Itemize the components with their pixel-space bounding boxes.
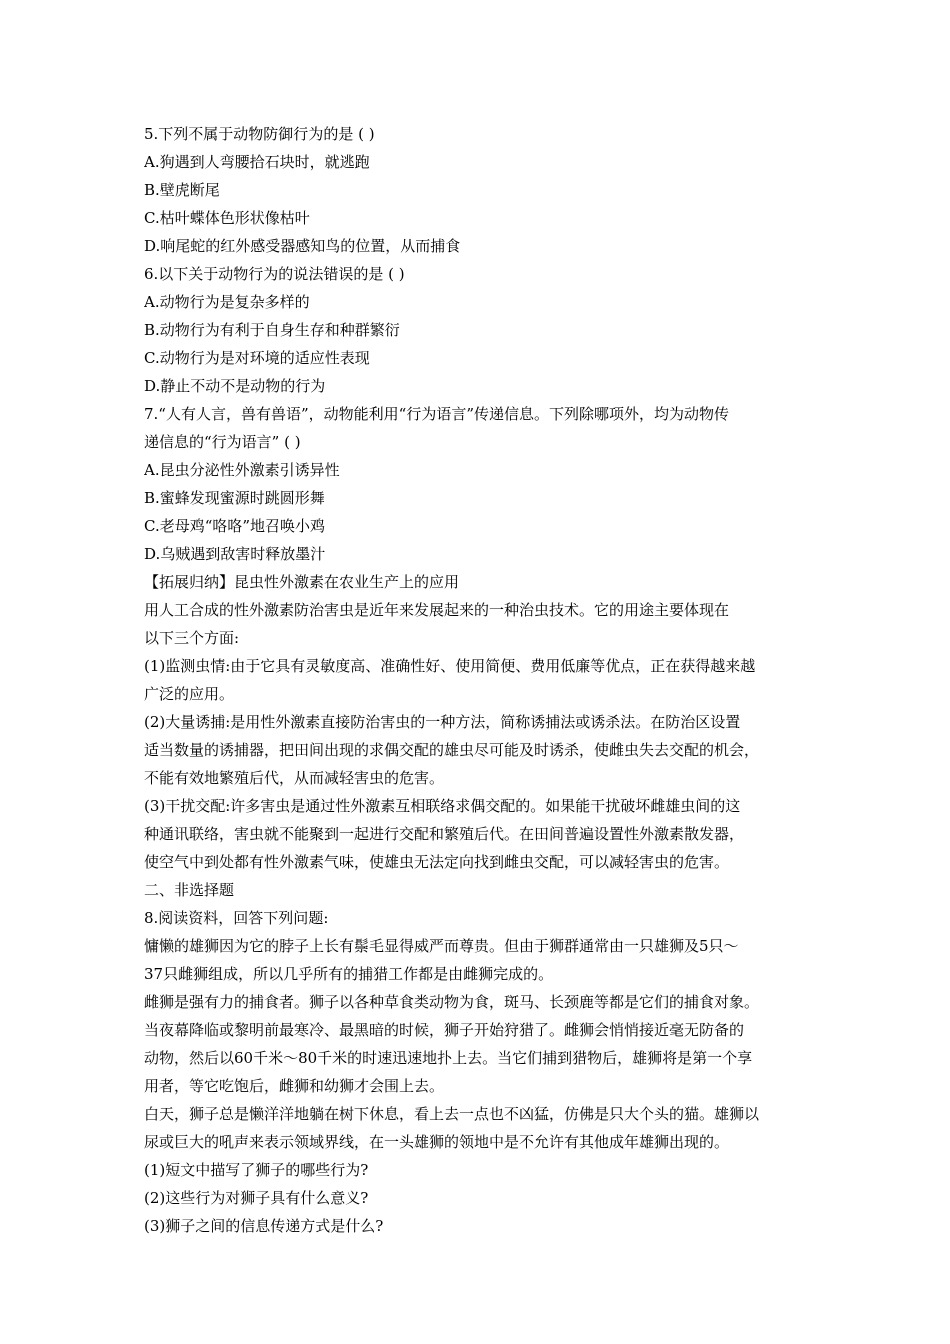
question-5-stem: 5.下列不属于动物防御行为的是 ( )	[144, 125, 375, 143]
extension-point-2-line-2: 适当数量的诱捕器，把田间出现的求偶交配的雄虫尽可能及时诱杀，使雌虫失去交配的机会，	[144, 741, 760, 759]
section-heading-non-choice: 二、非选择题	[144, 881, 235, 899]
question-6-option-d: D.静止不动不是动物的行为	[144, 377, 326, 395]
extension-intro-line-1: 用人工合成的性外激素防治害虫是近年来发展起来的一种治虫技术。它的用途主要体现在	[144, 601, 730, 619]
question-6-option-a: A.动物行为是复杂多样的	[144, 293, 310, 311]
question-8-sub-3: (3)狮子之间的信息传递方式是什么?	[144, 1217, 384, 1235]
passage-paragraph-2-line-4: 用者，等它吃饱后，雌狮和幼狮才会围上去。	[144, 1077, 445, 1095]
question-5-option-b: B.壁虎断尾	[144, 181, 220, 199]
question-5-option-c: C.枯叶蝶体色形状像枯叶	[144, 209, 310, 227]
question-5-option-d: D.响尾蛇的红外感受器感知鸟的位置，从而捕食	[144, 237, 461, 255]
question-8-sub-2: (2)这些行为对狮子具有什么意义?	[144, 1189, 369, 1207]
extension-point-3-line-3: 使空气中到处都有性外激素气味，使雄虫无法定向找到雌虫交配，可以减轻害虫的危害。	[144, 853, 730, 871]
passage-paragraph-3-line-1: 白天，狮子总是懒洋洋地躺在树下休息，看上去一点也不凶猛，仿佛是只大个头的猫。雄狮以	[144, 1105, 760, 1123]
question-7-option-b: B.蜜蜂发现蜜源时跳圆形舞	[144, 489, 325, 507]
question-7-stem-line-2: 递信息的“行为语言” ( )	[144, 433, 301, 451]
extension-heading: 【拓展归纳】昆虫性外激素在农业生产上的应用	[144, 573, 460, 591]
extension-point-3-line-2: 种通讯联络，害虫就不能聚到一起进行交配和繁殖后代。在田间普遍设置性外激素散发器，	[144, 825, 745, 843]
question-7-stem-line-1: 7.“人有人言，兽有兽语”，动物能利用“行为语言”传递信息。下列除哪项外，均为动物传	[144, 405, 729, 423]
extension-point-2-line-3: 不能有效地繁殖后代，从而减轻害虫的危害。	[144, 769, 445, 787]
passage-paragraph-2-line-1: 雌狮是强有力的捕食者。狮子以各种草食类动物为食，斑马、长颈鹿等都是它们的捕食对象。	[144, 993, 760, 1011]
passage-paragraph-2-line-2: 当夜幕降临或黎明前最寒冷、最黑暗的时候，狮子开始狩猎了。雌狮会悄悄接近毫无防备的	[144, 1021, 745, 1039]
question-6-option-b: B.动物行为有利于自身生存和种群繁衍	[144, 321, 400, 339]
extension-point-1-line-1: (1)监测虫情:由于它具有灵敏度高、准确性好、使用简便、费用低廉等优点，正在获得越来越	[144, 657, 756, 675]
passage-paragraph-1-line-2: 37只雌狮组成，所以几乎所有的捕猎工作都是由雌狮完成的。	[144, 965, 554, 983]
question-7-option-d: D.乌贼遇到敌害时释放墨汁	[144, 545, 326, 563]
question-6-stem: 6.以下关于动物行为的说法错误的是 ( )	[144, 265, 405, 283]
question-7-option-a: A.昆虫分泌性外激素引诱异性	[144, 461, 340, 479]
question-5-option-a: A.狗遇到人弯腰拾石块时，就逃跑	[144, 153, 370, 171]
question-8-sub-1: (1)短文中描写了狮子的哪些行为?	[144, 1161, 369, 1179]
question-8-stem: 8.阅读资料，回答下列问题:	[144, 909, 329, 927]
extension-point-1-line-2: 广泛的应用。	[144, 685, 235, 703]
passage-paragraph-2-line-3: 动物，然后以60千米～80千米的时速迅速地扑上去。当它们捕到猎物后，雄狮将是第一个享	[144, 1049, 753, 1067]
extension-point-3-line-1: (3)干扰交配:许多害虫是通过性外激素互相联络求偶交配的。如果能干扰破坏雌雄虫间的这	[144, 797, 741, 815]
question-7-option-c: C.老母鸡“咯咯”地召唤小鸡	[144, 517, 326, 535]
document-page	[144, 120, 824, 1240]
extension-point-2-line-1: (2)大量诱捕:是用性外激素直接防治害虫的一种方法，简称诱捕法或诱杀法。在防治区设置	[144, 713, 741, 731]
question-6-option-c: C.动物行为是对环境的适应性表现	[144, 349, 370, 367]
passage-paragraph-1-line-1: 慵懒的雄狮因为它的脖子上长有鬃毛显得威严而尊贵。但由于狮群通常由一只雄狮及5只～	[144, 937, 739, 955]
extension-intro-line-2: 以下三个方面:	[144, 629, 240, 647]
passage-paragraph-3-line-2: 尿或巨大的吼声来表示领域界线，在一头雄狮的领地中是不允许有其他成年雄狮出现的。	[144, 1133, 730, 1151]
